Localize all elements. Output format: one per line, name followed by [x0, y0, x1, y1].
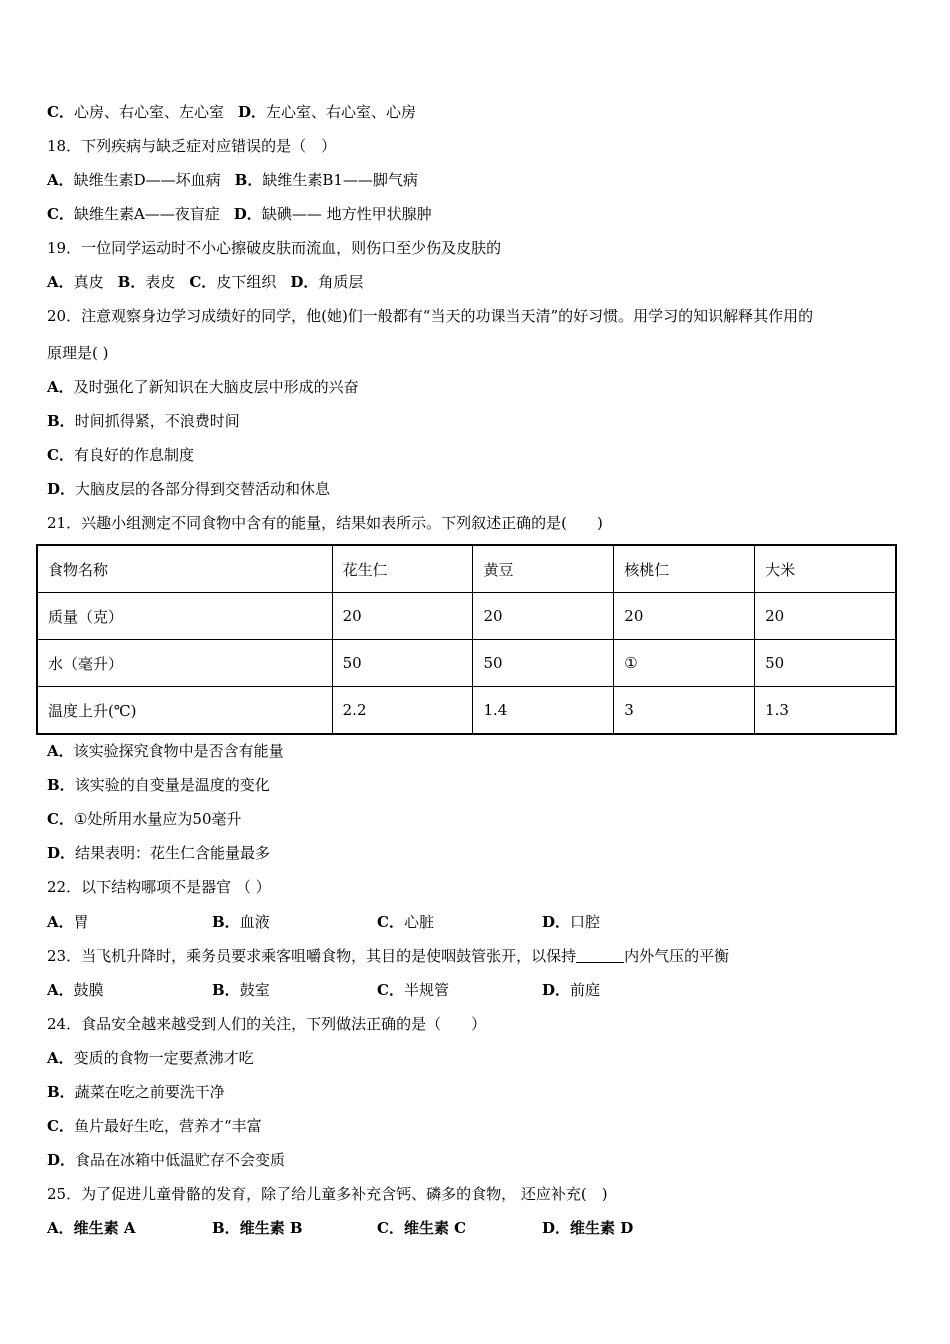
table-row [37, 640, 896, 687]
q21-option-a: A．该实验探究食物中是否含有能量 [47, 742, 284, 760]
q21-option-d: D．结果表明：花生仁含能量最多 [47, 844, 271, 862]
table-cell: 大米 [755, 545, 896, 593]
q18-options-cd: C．缺维生素A——夜盲症 D．缺碘—— 地方性甲状腺肿 [47, 205, 432, 223]
table-cell: 20 [755, 593, 896, 640]
q18-stem: 18．下列疾病与缺乏症对应错误的是（ ） [47, 137, 337, 155]
table-cell: 核桃仁 [614, 545, 755, 593]
table-cell: 20 [614, 593, 755, 640]
q22-options: A．胃 B．血液 C．心脏 D．口腔 [47, 913, 601, 931]
table-cell: 50 [755, 640, 896, 687]
q24-option-b: B．蔬菜在吃之前要洗干净 [47, 1083, 225, 1101]
q20-option-d: D．大脑皮层的各部分得到交替活动和休息 [47, 480, 331, 498]
table-cell: 50 [332, 640, 473, 687]
table-cell: 20 [332, 593, 473, 640]
q21-option-b: B．该实验的自变量是温度的变化 [47, 776, 270, 794]
table-cell: 黄豆 [473, 545, 614, 593]
q25-stem: 25．为了促进儿童骨骼的发育，除了给儿童多补充含钙、磷多的食物， 还应补充( ) [47, 1185, 608, 1203]
q24-option-c: C．鱼片最好生吃，营养才“丰富 [47, 1117, 262, 1135]
q24-option-d: D．食品在冰箱中低温贮存不会变质 [47, 1151, 286, 1169]
table-cell: ① [614, 640, 755, 687]
q20-stem-line1: 20．注意观察身边学习成绩好的同学，他(她)们一般都有“当天的功课当天清”的好习惯。用学习的知识解释其作用的 [47, 307, 814, 325]
q20-stem-line2: 原理是( ) [47, 344, 109, 362]
table-cell: 质量（克） [37, 593, 332, 640]
table-cell: 食物名称 [37, 545, 332, 593]
q23-options: A．鼓膜 B．鼓室 C．半规管 D．前庭 [47, 981, 601, 999]
q17-options-cd: C．心房、右心室、左心室 D．左心室、右心室、心房 [47, 103, 416, 121]
table-cell: 2.2 [332, 687, 473, 735]
q20-option-c: C．有良好的作息制度 [47, 446, 194, 464]
table-header-row [37, 545, 896, 593]
energy-table [36, 544, 897, 735]
table-row [37, 593, 896, 640]
table-cell: 50 [473, 640, 614, 687]
table-cell: 1.3 [755, 687, 896, 735]
q20-option-b: B．时间抓得紧，不浪费时间 [47, 412, 240, 430]
table-row [37, 687, 896, 735]
q22-stem: 22．以下结构哪项不是器官 （ ） [47, 878, 271, 896]
table-cell: 3 [614, 687, 755, 735]
q19-stem: 19．一位同学运动时不小心擦破皮肤而流血，则伤口至少伤及皮肤的 [47, 239, 502, 257]
q18-options-ab: A．缺维生素D——坏血病 B．缺维生素B1——脚气病 [47, 171, 418, 189]
q23-stem: 23．当飞机升降时，乘务员要求乘客咀嚼食物，其目的是使咽鼓管张开，以保持 内外气压的平衡 [47, 947, 730, 965]
table-cell: 温度上升(℃) [37, 687, 332, 735]
answer-blank [576, 948, 624, 963]
table-cell: 花生仁 [332, 545, 473, 593]
table-cell: 20 [473, 593, 614, 640]
q24-stem: 24．食品安全越来越受到人们的关注，下列做法正确的是（ ） [47, 1015, 487, 1033]
q24-option-a: A．变质的食物一定要煮沸才吃 [47, 1049, 254, 1067]
q25-options: A．维生素 A B．维生素 B C．维生素 C D．维生素 D [47, 1219, 634, 1237]
table-cell: 水（毫升） [37, 640, 332, 687]
table-cell: 1.4 [473, 687, 614, 735]
q21-stem: 21．兴趣小组测定不同食物中含有的能量，结果如表所示。下列叙述正确的是( ) [47, 514, 603, 532]
q21-option-c: C．①处所用水量应为50毫升 [47, 810, 242, 828]
q20-option-a: A．及时强化了新知识在大脑皮层中形成的兴奋 [47, 378, 359, 396]
q19-options: A．真皮 B．表皮 C．皮下组织 D．角质层 [47, 273, 364, 291]
